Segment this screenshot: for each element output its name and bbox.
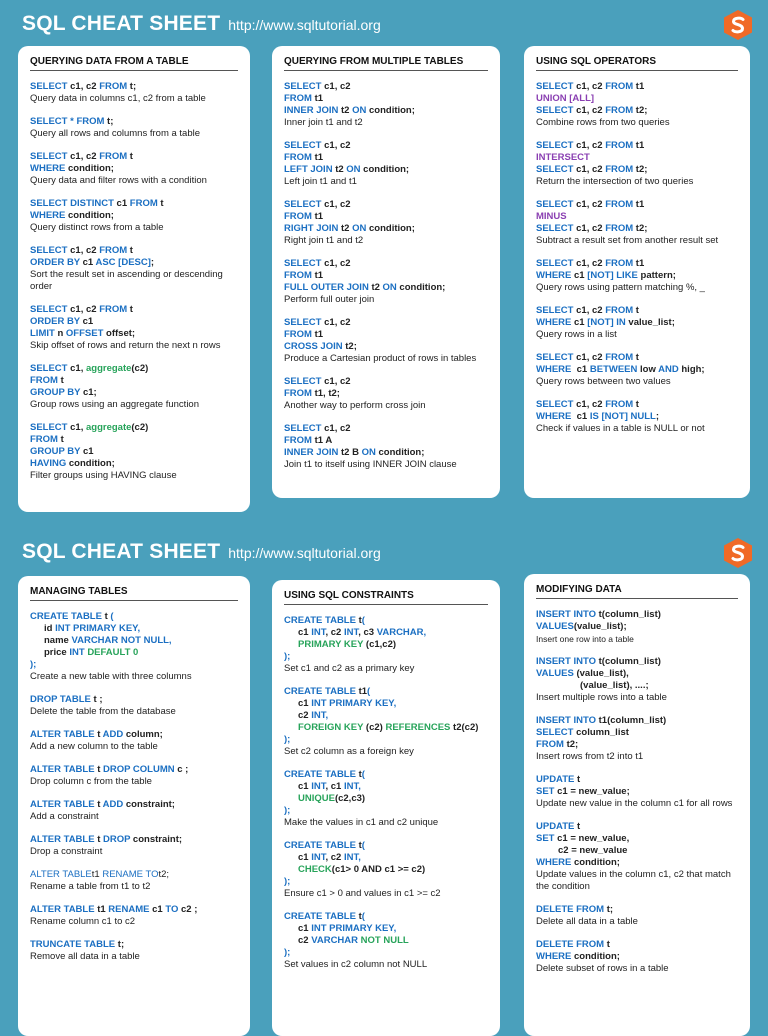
snippet-unique [284, 769, 488, 829]
code-line: CREATE TABLE t1( [284, 686, 371, 697]
code-line: FROM t1 [284, 152, 324, 163]
code-line: DROP TABLE t ; [30, 694, 103, 705]
code-line: SET c1 = new_value, [536, 833, 630, 844]
code-line: c1 INT PRIMARY KEY, [298, 698, 397, 709]
code-line: FROM t [30, 434, 64, 445]
snippet-rename-table [30, 869, 238, 893]
code-line: SELECT c1, c2 FROM t [30, 245, 133, 256]
snippet-add-column [30, 729, 238, 753]
code-line: ORDER BY c1 [30, 316, 94, 327]
code-line: SELECT c1, c2 FROM t2; [536, 223, 648, 234]
code-line: SELECT c1, c2 FROM t2; [536, 105, 648, 116]
snippet-description: Make the values in c1 and c2 unique [284, 817, 439, 828]
code-line: c1 INT, c2 INT, c3 VARCHAR, [298, 627, 427, 638]
code-line: WHERE condition; [30, 163, 114, 174]
code-line: ALTER TABLE t DROP constraint; [30, 834, 183, 845]
snippet-description: Another way to perform cross join [284, 400, 426, 411]
sheet-header [22, 540, 381, 564]
code-line: WHERE c1 [NOT] IN value_list; [536, 317, 675, 328]
code-line: DELETE FROM t [536, 939, 610, 950]
snippet-union [536, 81, 738, 129]
snippet-primary-key [284, 615, 488, 675]
snippet-order-by [30, 245, 238, 293]
snippet-description: Drop column c from the table [30, 776, 152, 787]
code-line: FROM t1, t2; [284, 388, 340, 399]
code-line: INTERSECT [536, 152, 590, 163]
code-line: FROM t [30, 375, 64, 386]
code-line: SELECT c1, c2 FROM t [536, 352, 639, 363]
snippet-inner-join [284, 81, 488, 129]
snippet-group-by [30, 363, 238, 411]
code-line: VALUES (value_list), [536, 668, 629, 679]
snippet-is-null [536, 399, 738, 435]
snippet-intersect [536, 140, 738, 188]
panel-querying-multiple-tables [272, 46, 500, 498]
sheet-title: SQL CHEAT SHEET [22, 540, 221, 563]
snippet-description: Produce a Cartesian product of rows in tables [284, 353, 477, 364]
panel-title: USING SQL CONSTRAINTS [284, 590, 488, 605]
snippet-cross-join [284, 317, 488, 365]
snippet-description: Ensure c1 > 0 and values in c1 >= c2 [284, 888, 441, 899]
code-line: SELECT c1, c2 [284, 258, 351, 269]
code-line: ); [284, 651, 291, 662]
snippet-description: Query all rows and columns from a table [30, 128, 201, 139]
code-line: ALTER TABLE t1 RENAME c1 TO c2 ; [30, 904, 198, 915]
snippet-description: Delete all data in a table [536, 916, 638, 927]
snippet-in [536, 305, 738, 341]
snippet-delete-all [536, 904, 738, 928]
code-line: RIGHT JOIN t2 ON condition; [284, 223, 415, 234]
snippet-description: Sort the result set in ascending or descending order [30, 269, 223, 292]
snippet-insert-one [536, 609, 738, 645]
code-line: FROM t1 [284, 93, 324, 104]
snippet-truncate [30, 939, 238, 963]
code-line: c2 = new_value [558, 845, 628, 856]
snippet-description: Rename column c1 to c2 [30, 916, 136, 927]
snippet-description: Update new value in the column c1 for all rows [536, 798, 733, 809]
code-line: price INT DEFAULT 0 [44, 647, 139, 658]
snippet-description: Set c1 and c2 as a primary key [284, 663, 415, 674]
snippet-between [536, 352, 738, 388]
code-line: c1 INT PRIMARY KEY, [298, 923, 397, 934]
code-line: WHERE c1 IS [NOT] NULL; [536, 411, 660, 422]
code-line: FROM t1 [284, 211, 324, 222]
code-line: SELECT c1, c2 FROM t; [30, 81, 137, 92]
code-line: CHECK(c1> 0 AND c1 >= c2) [298, 864, 426, 875]
snippet-description: Left join t1 and t1 [284, 176, 357, 187]
code-line: LIMIT n OFFSET offset; [30, 328, 136, 339]
snippet-description: Set values in c2 column not NULL [284, 959, 428, 970]
snippet-create-table [30, 611, 238, 683]
snippet-description: Query data in columns c1, c2 from a table [30, 93, 206, 104]
panel-sql-constraints [272, 580, 500, 1036]
code-line: SELECT c1, c2 FROM t1 [536, 140, 645, 151]
sheet-header [22, 12, 381, 36]
sqltutorial-logo-icon [724, 538, 752, 568]
snippet-description: Remove all data in a table [30, 951, 140, 962]
panel-title: USING SQL OPERATORS [536, 56, 738, 71]
snippet-description: Add a constraint [30, 811, 99, 822]
code-line: (value_list), ....; [580, 680, 649, 691]
snippet-having [30, 422, 238, 482]
snippet-description: Create a new table with three columns [30, 671, 192, 682]
code-line: HAVING condition; [30, 458, 115, 469]
snippet-not-null [284, 911, 488, 971]
code-line: WHERE condition; [30, 210, 114, 221]
snippet-description: Combine rows from two queries [536, 117, 670, 128]
snippet-insert-select [536, 715, 738, 763]
code-line: id INT PRIMARY KEY, [44, 623, 141, 634]
snippet-insert-multiple [536, 656, 738, 704]
snippet-description: Drop a constraint [30, 846, 103, 857]
code-line: DELETE FROM t; [536, 904, 614, 915]
code-line: CREATE TABLE t( [284, 769, 365, 780]
code-line: WHERE condition; [536, 857, 620, 868]
snippet-description: Check if values in a table is NULL or not [536, 423, 705, 434]
snippet-foreign-key [284, 686, 488, 758]
code-line: GROUP BY c1 [30, 446, 94, 457]
snippet-drop-column [30, 764, 238, 788]
snippet-select-columns [30, 81, 238, 105]
code-line: SELECT c1, c2 FROM t1 [536, 81, 645, 92]
snippet-full-outer-join [284, 258, 488, 306]
code-line: ); [284, 734, 291, 745]
code-line: c1 INT, c1 INT, [298, 781, 361, 792]
code-line: FROM t1 [284, 329, 324, 340]
code-line: SELECT column_list [536, 727, 629, 738]
snippet-drop-constraint [30, 834, 238, 858]
panel-title: MANAGING TABLES [30, 586, 238, 601]
snippet-description: Set c2 column as a foreign key [284, 746, 414, 757]
snippet-like [536, 258, 738, 294]
code-line: UNION [ALL] [536, 93, 595, 104]
snippet-rename-column [30, 904, 238, 928]
code-line: FROM t2; [536, 739, 579, 750]
snippet-description: Query rows between two values [536, 376, 671, 387]
snippet-delete-where [536, 939, 738, 975]
code-line: WHERE condition; [536, 951, 620, 962]
code-line: UPDATE t [536, 821, 581, 832]
panel-sql-operators [524, 46, 750, 498]
code-line: TRUNCATE TABLE t; [30, 939, 125, 950]
code-line: CREATE TABLE t ( [30, 611, 114, 622]
sheet-title: SQL CHEAT SHEET [22, 12, 221, 35]
panel-managing-tables [18, 576, 250, 1036]
code-line: INNER JOIN t2 ON condition; [284, 105, 415, 116]
code-line: MINUS [536, 211, 567, 222]
code-line: INSERT INTO t1(column_list) [536, 715, 667, 726]
panel-querying-data [18, 46, 250, 512]
snippet-description: Right join t1 and t2 [284, 235, 364, 246]
snippet-add-constraint [30, 799, 238, 823]
snippet-right-join [284, 199, 488, 247]
code-line: SELECT c1, c2 FROM t [536, 399, 639, 410]
panel-title: QUERYING DATA FROM A TABLE [30, 56, 238, 71]
code-line: INNER JOIN t2 B ON condition; [284, 447, 425, 458]
snippet-cross-join-alt [284, 376, 488, 412]
snippet-update-where [536, 821, 738, 893]
snippet-description: Query rows using pattern matching %, _ [536, 282, 705, 293]
sqltutorial-logo-icon [724, 10, 752, 40]
snippet-description: Delete the table from the database [30, 706, 176, 717]
sheet-url[interactable]: http://www.sqltutorial.org [228, 17, 381, 33]
code-line: c2 INT, [298, 710, 329, 721]
code-line: ); [284, 876, 291, 887]
panel-modifying-data [524, 574, 750, 1036]
code-line: SET c1 = new_value; [536, 786, 630, 797]
code-line: GROUP BY c1; [30, 387, 97, 398]
snippet-description: Subtract a result set from another result set [536, 235, 719, 246]
snippet-description: Delete subset of rows in a table [536, 963, 669, 974]
code-line: CREATE TABLE t( [284, 615, 365, 626]
code-line: CREATE TABLE t( [284, 840, 365, 851]
snippet-description: Query data and filter rows with a condition [30, 175, 207, 186]
code-line: ALTER TABLE t DROP COLUMN c ; [30, 764, 189, 775]
code-line: WHERE c1 BETWEEN low AND high; [536, 364, 705, 375]
panel-title: MODIFYING DATA [536, 584, 738, 599]
snippet-check [284, 840, 488, 900]
code-line: name VARCHAR NOT NULL, [44, 635, 172, 646]
code-line: SELECT c1, c2 [284, 81, 351, 92]
snippet-description: Insert rows from t2 into t1 [536, 751, 644, 762]
code-line: SELECT c1, c2 [284, 376, 351, 387]
code-line: SELECT c1, c2 [284, 140, 351, 151]
snippet-description: Join t1 to itself using INNER JOIN clause [284, 459, 457, 470]
snippet-description: Update values in the column c1, c2 that match the condition [536, 869, 731, 892]
snippet-self-join [284, 423, 488, 471]
code-line: SELECT c1, aggregate(c2) [30, 422, 149, 433]
code-line: c2 VARCHAR NOT NULL [298, 935, 409, 946]
snippet-update-all [536, 774, 738, 810]
sheet-url[interactable]: http://www.sqltutorial.org [228, 545, 381, 561]
snippet-description: Perform full outer join [284, 294, 375, 305]
code-line: ); [30, 659, 37, 670]
code-line: ALTER TABLEt1 RENAME TOt2; [30, 869, 170, 880]
snippet-select-distinct [30, 198, 238, 234]
code-line: SELECT c1, c2 FROM t1 [536, 199, 645, 210]
code-line: SELECT c1, c2 [284, 423, 351, 434]
code-line: ALTER TABLE t ADD constraint; [30, 799, 175, 810]
code-line: UNIQUE(c2,c3) [298, 793, 366, 804]
snippet-limit-offset [30, 304, 238, 352]
code-line: c1 INT, c2 INT, [298, 852, 361, 863]
code-line: SELECT c1, c2 FROM t [536, 305, 639, 316]
code-line: FROM t1 [284, 270, 324, 281]
code-line: SELECT DISTINCT c1 FROM t [30, 198, 164, 209]
snippet-description: Query distinct rows from a table [30, 222, 164, 233]
code-line: FROM t1 A [284, 435, 333, 446]
code-line: SELECT * FROM t; [30, 116, 114, 127]
code-line: INSERT INTO t(column_list) [536, 656, 661, 667]
snippet-description: Group rows using an aggregate function [30, 399, 199, 410]
snippet-select-all [30, 116, 238, 140]
code-line: SELECT c1, c2 FROM t2; [536, 164, 648, 175]
code-line: SELECT c1, aggregate(c2) [30, 363, 149, 374]
code-line: ORDER BY c1 ASC [DESC]; [30, 257, 155, 268]
code-line: FOREIGN KEY (c2) REFERENCES t2(c2) [298, 722, 479, 733]
code-line: VALUES(value_list); [536, 621, 627, 632]
snippet-select-where [30, 151, 238, 187]
code-line: CROSS JOIN t2; [284, 341, 357, 352]
panel-title: QUERYING FROM MULTIPLE TABLES [284, 56, 488, 71]
snippet-description: Inner join t1 and t2 [284, 117, 363, 128]
snippet-description: Add a new column to the table [30, 741, 158, 752]
snippet-drop-table [30, 694, 238, 718]
snippet-description: Return the intersection of two queries [536, 176, 694, 187]
snippet-minus [536, 199, 738, 247]
snippet-description: Rename a table from t1 to t2 [30, 881, 151, 892]
code-line: SELECT c1, c2 FROM t [30, 151, 133, 162]
snippet-description: Filter groups using HAVING clause [30, 470, 177, 481]
code-line: LEFT JOIN t2 ON condition; [284, 164, 410, 175]
cheat-sheet-bottom [0, 528, 768, 1024]
code-line: UPDATE t [536, 774, 581, 785]
code-line: SELECT c1, c2 [284, 199, 351, 210]
code-line: SELECT c1, c2 [284, 317, 351, 328]
code-line: ); [284, 805, 291, 816]
snippet-description: Insert multiple rows into a table [536, 692, 667, 703]
snippet-description: Query rows in a list [536, 329, 617, 340]
code-line: INSERT INTO t(column_list) [536, 609, 661, 620]
code-line: ALTER TABLE t ADD column; [30, 729, 163, 740]
code-line: PRIMARY KEY (c1,c2) [298, 639, 397, 650]
snippet-left-join [284, 140, 488, 188]
code-line: ); [284, 947, 291, 958]
code-line: CREATE TABLE t( [284, 911, 365, 922]
code-line: WHERE c1 [NOT] LIKE pattern; [536, 270, 676, 281]
code-line: SELECT c1, c2 FROM t [30, 304, 133, 315]
snippet-description: Insert one row into a table [536, 634, 634, 644]
code-line: SELECT c1, c2 FROM t1 [536, 258, 645, 269]
snippet-description: Skip offset of rows and return the next n rows [30, 340, 221, 351]
code-line: FULL OUTER JOIN t2 ON condition; [284, 282, 446, 293]
